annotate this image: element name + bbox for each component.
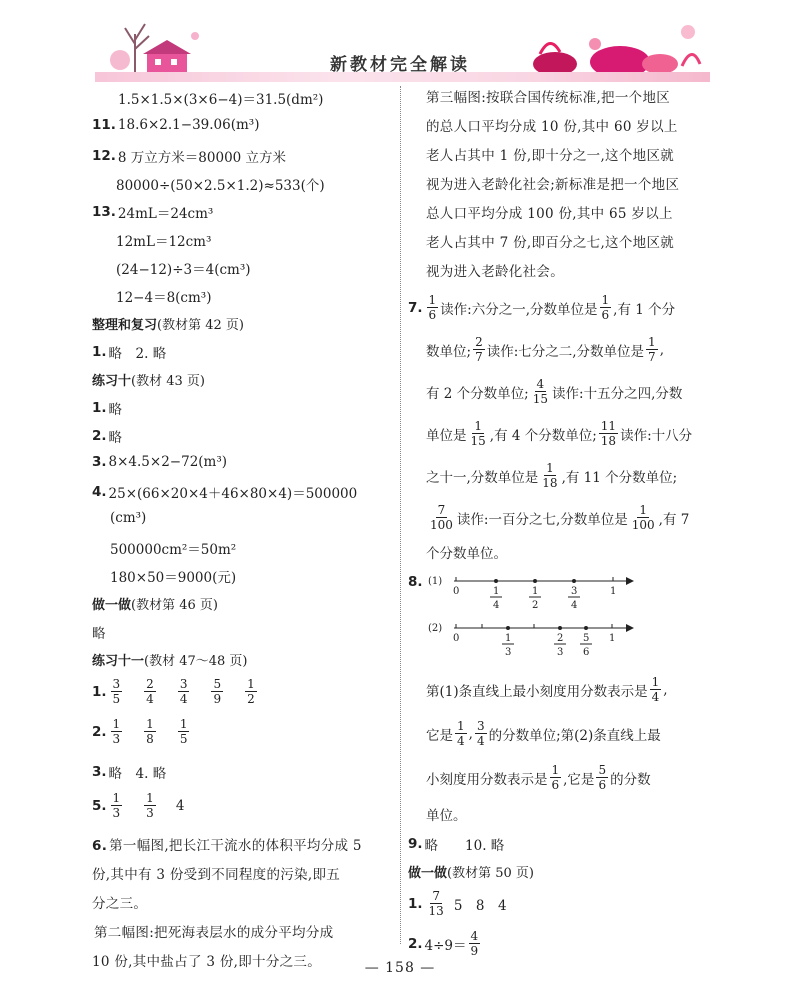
answer-text: ,有 4 个分数单位; [489, 427, 597, 444]
answer-7-line [408, 294, 675, 321]
question-number: 1. [92, 344, 107, 360]
paragraph-line: 份,其中有 3 份受到不同程度的污染,即五 [92, 867, 341, 883]
answer-1 [92, 342, 166, 362]
fraction: $\frac{3}{4}$ [476, 719, 485, 748]
paragraph-line: 第三幅图:按联合国传统标准,把一个地区 [426, 90, 671, 106]
answer-text: ,有 7 [658, 511, 690, 528]
answer-3 [92, 762, 166, 782]
answer-line: 500000cm²＝50m² [110, 542, 237, 558]
question-number: 4. [92, 484, 107, 500]
paragraph-line: 总人口平均分成 100 份,其中 65 岁以上 [426, 206, 673, 222]
answer-5-fractions [92, 792, 184, 819]
section-heading [92, 594, 218, 613]
section-heading [92, 370, 205, 389]
answer-1-fractions [92, 678, 259, 705]
answer-text: , [468, 725, 473, 742]
answer-line: (cm³) [110, 510, 147, 526]
question-number: 8. [408, 574, 423, 590]
question-number: 11. [92, 117, 116, 133]
answer-text: 数单位; [426, 343, 472, 360]
answer-line: 80000÷(50×2.5×1.2)≈533(个) [116, 178, 325, 194]
answer-8-line [426, 676, 668, 703]
point-3 [584, 626, 588, 630]
question-number: 1. [92, 400, 107, 416]
fraction: $\frac{1}{3}$ [112, 791, 121, 820]
number-line-1-svg [426, 572, 636, 618]
point-3 [572, 579, 576, 583]
answer-text: 读作:七分之二,分数单位是 [486, 343, 645, 360]
answer-text: 读作:六分之一,分数单位是 [440, 301, 598, 318]
fraction-numerator: 1 [505, 633, 512, 644]
tick-label-1: 1 [609, 633, 616, 644]
section-source: (教材 43 页) [131, 374, 205, 389]
tick-label-0: 0 [453, 586, 460, 597]
fraction-numerator: 5 [583, 633, 590, 644]
fraction: $\frac{2}{7}$ [475, 335, 483, 364]
answer-text: 第(1)条直线上最小刻度用分数表示是 [426, 683, 648, 700]
fraction: $\frac{3}{4}$ [179, 677, 188, 706]
fraction: $\frac{1}{6}$ [428, 293, 437, 322]
answer-7-line [426, 462, 677, 489]
column-divider [400, 86, 401, 944]
section-title: 练习十一 [92, 654, 145, 669]
fraction: $\frac{7}{13}$ [428, 889, 444, 918]
section-title: 练习十 [92, 374, 132, 389]
answer-text: 的分数单位;第(2)条直线上最 [488, 727, 661, 744]
fraction: $\frac{1}{3}$ [112, 717, 121, 746]
answer-7-line [426, 420, 692, 447]
number-line-2-svg [426, 619, 636, 665]
answer-text: 5 8 4 [453, 897, 507, 914]
section-source: (教材第 46 页) [131, 598, 218, 613]
answer-text: 有 2 个分数单位; [426, 385, 529, 402]
paragraph-line: 视为进入老龄化社会;新标准是把一个地区 [426, 177, 680, 193]
answer-8-number [408, 574, 425, 590]
answer-text: 24mL＝24cm³ [117, 206, 214, 222]
house-tree-illustration [95, 14, 205, 76]
fraction: $\frac{1}{2}$ [247, 677, 255, 706]
fraction-denominator: 4 [571, 600, 578, 611]
answer-text: 之十一,分数单位是 [426, 469, 539, 486]
number-line-arrow [626, 624, 634, 632]
answer-1 [92, 398, 122, 418]
answer-line: 12−4＝8(cm³) [116, 290, 212, 306]
point-1 [506, 626, 510, 630]
fraction: $\frac{11}{18}$ [600, 419, 617, 448]
answer-text: 4÷9＝ [424, 937, 467, 954]
number-line-1 [426, 572, 636, 622]
answer-text: 8 万立方米＝80000 立方米 [117, 150, 287, 166]
question-number: 3. [92, 764, 107, 780]
question-number: 6. [92, 838, 108, 854]
point-2 [558, 626, 562, 630]
tick-label-0: 0 [453, 633, 460, 644]
fraction: $\frac{1}{8}$ [146, 717, 154, 746]
fraction: $\frac{1}{18}$ [542, 461, 558, 490]
answer-text: 读作:十五分之四,分数 [552, 385, 683, 402]
answer-6-continued [426, 84, 716, 287]
fraction: $\frac{4}{15}$ [532, 377, 549, 406]
answer-7-line [426, 336, 664, 363]
answer-text: 它是 [426, 727, 453, 744]
answer-8-line [426, 720, 661, 747]
answer-7-line: 个分数单位。 [426, 546, 507, 562]
answer-text: ,有 11 个分数单位; [561, 469, 678, 486]
tick-label-1: 1 [610, 586, 617, 597]
number-line-arrow [626, 577, 634, 585]
answer-3 [92, 454, 227, 470]
answer-8-line [426, 764, 651, 791]
answer-line: 12mL＝12cm³ [116, 234, 212, 250]
question-number: 1. [92, 683, 107, 700]
fraction: $\frac{1}{15}$ [470, 419, 486, 448]
point-2 [533, 579, 537, 583]
answer-13 [92, 202, 213, 222]
answer-text: ,它是 [563, 771, 595, 788]
fraction-denominator: 6 [583, 647, 590, 658]
paragraph-line: 10 份,其中盐占了 3 份,即十分之三。 [92, 954, 322, 970]
answer-text: 略 2. 略 [108, 346, 167, 362]
flower-illustration [510, 14, 710, 76]
answer-2-fractions [92, 718, 191, 745]
answer-2-fractions [408, 930, 482, 957]
answer-text: 小刻度用分数表示是 [426, 771, 548, 788]
fraction-numerator: 3 [571, 586, 578, 597]
question-number: 2. [92, 428, 107, 444]
section-heading [408, 862, 534, 881]
question-number: 9. [408, 836, 423, 852]
answer-text: 略 4. 略 [108, 766, 167, 782]
paragraph-line: 的总人口平均分成 10 份,其中 60 岁以上 [426, 119, 678, 135]
paragraph-line: 第二幅图:把死海表层水的成分平均分成 [94, 925, 334, 941]
section-source: (教材 47～48 页) [144, 654, 248, 669]
fraction: $\frac{7}{100}$ [430, 503, 453, 532]
section-title: 整理和复习 [92, 318, 158, 333]
fraction: $\frac{1}{4}$ [651, 675, 660, 704]
paragraph-line: 老人占其中 7 份,即百分之七,这个地区就 [426, 235, 675, 251]
header-title: 新教材完全解读 [330, 55, 470, 75]
answer-6 [92, 832, 402, 977]
fraction-denominator: 4 [493, 600, 500, 611]
answer-12 [92, 146, 286, 166]
answer-11 [92, 117, 259, 133]
fraction-denominator: 2 [532, 600, 539, 611]
fraction: $\frac{3}{5}$ [112, 677, 121, 706]
section-heading [92, 314, 244, 333]
answer-text: 4 [175, 797, 185, 814]
fraction: $\frac{5}{6}$ [598, 763, 607, 792]
answer-text: 略 [108, 402, 123, 418]
answer-4 [92, 482, 357, 502]
question-number: 3. [92, 454, 107, 470]
answer-text: 18.6×2.1−39.06(m³) [117, 117, 260, 133]
fraction-numerator: 2 [557, 633, 564, 644]
fraction: $\frac{1}{6}$ [551, 763, 560, 792]
answer-line: 1.5×1.5×(3×6−4)＝31.5(dm²) [118, 92, 324, 108]
question-number: 2. [92, 723, 107, 740]
question-number: 12. [92, 148, 116, 164]
section-source: (教材第 50 页) [447, 866, 534, 881]
question-number: 13. [92, 204, 116, 220]
section-title: 做一做 [92, 598, 132, 613]
fraction: $\frac{1}{6}$ [601, 293, 610, 322]
fraction: $\frac{2}{4}$ [146, 677, 154, 706]
paragraph-line: 视为进入老龄化社会。 [426, 264, 564, 280]
question-number: 5. [92, 797, 107, 814]
paragraph-line: 分之三。 [92, 896, 148, 912]
answer-text: 25×(66×20×4＋46×80×4)＝500000 [108, 486, 358, 502]
answer-text: 读作:十八分 [620, 427, 693, 444]
answer-9 [408, 834, 504, 854]
answer-text: 略 [108, 430, 123, 446]
fraction: $\frac{5}{9}$ [213, 677, 222, 706]
answer-1-fractions [408, 890, 507, 917]
answer-8-line: 单位。 [426, 808, 467, 824]
question-number: 7. [408, 299, 423, 316]
fraction: $\frac{1}{5}$ [179, 717, 188, 746]
question-number: 1. [408, 895, 423, 912]
question-number: 2. [408, 935, 423, 952]
answer-text: 读作:一百分之七,分数单位是 [456, 511, 628, 528]
answer-line: 180×50＝9000(元) [110, 570, 237, 586]
answer-text: 略 10. 略 [424, 838, 505, 854]
fraction: $\frac{1}{4}$ [457, 719, 465, 748]
answer-line: 略 [92, 626, 106, 642]
answer-text: 单位是 [426, 427, 467, 444]
fraction-denominator: 3 [557, 647, 564, 658]
paragraph-line: 老人占其中 1 份,即十分之一,这个地区就 [426, 148, 675, 164]
fraction-numerator: 1 [493, 586, 500, 597]
number-line-label: (2) [428, 623, 443, 634]
fraction: $\frac{4}{9}$ [470, 929, 479, 958]
answer-7-line [426, 504, 689, 531]
section-source: (教材第 42 页) [157, 318, 244, 333]
point-1 [494, 579, 498, 583]
fraction-numerator: 1 [532, 586, 539, 597]
answer-text: , [659, 341, 664, 358]
answer-7-line [426, 378, 682, 405]
answer-line: (24−12)÷3＝4(cm³) [116, 262, 251, 278]
section-heading [92, 650, 248, 669]
number-line-2 [426, 619, 636, 669]
section-title: 做一做 [408, 866, 448, 881]
number-line-label: (1) [428, 576, 443, 587]
page-number: — 158 — [364, 960, 436, 976]
answer-text: , [663, 681, 668, 698]
answer-text: 8×4.5×2−72(m³) [108, 454, 228, 470]
fraction: $\frac{1}{3}$ [146, 791, 154, 820]
page-header [95, 14, 710, 80]
answer-text: ,有 1 个分 [613, 301, 676, 318]
answer-text: 的分数 [610, 771, 651, 788]
paragraph-line: 6. 第一幅图,把长江干流水的体积平均分成 5 [92, 838, 362, 854]
fraction: $\frac{1}{7}$ [648, 335, 656, 364]
fraction: $\frac{1}{100}$ [631, 503, 655, 532]
answer-2 [92, 426, 122, 446]
fraction-denominator: 3 [505, 647, 512, 658]
